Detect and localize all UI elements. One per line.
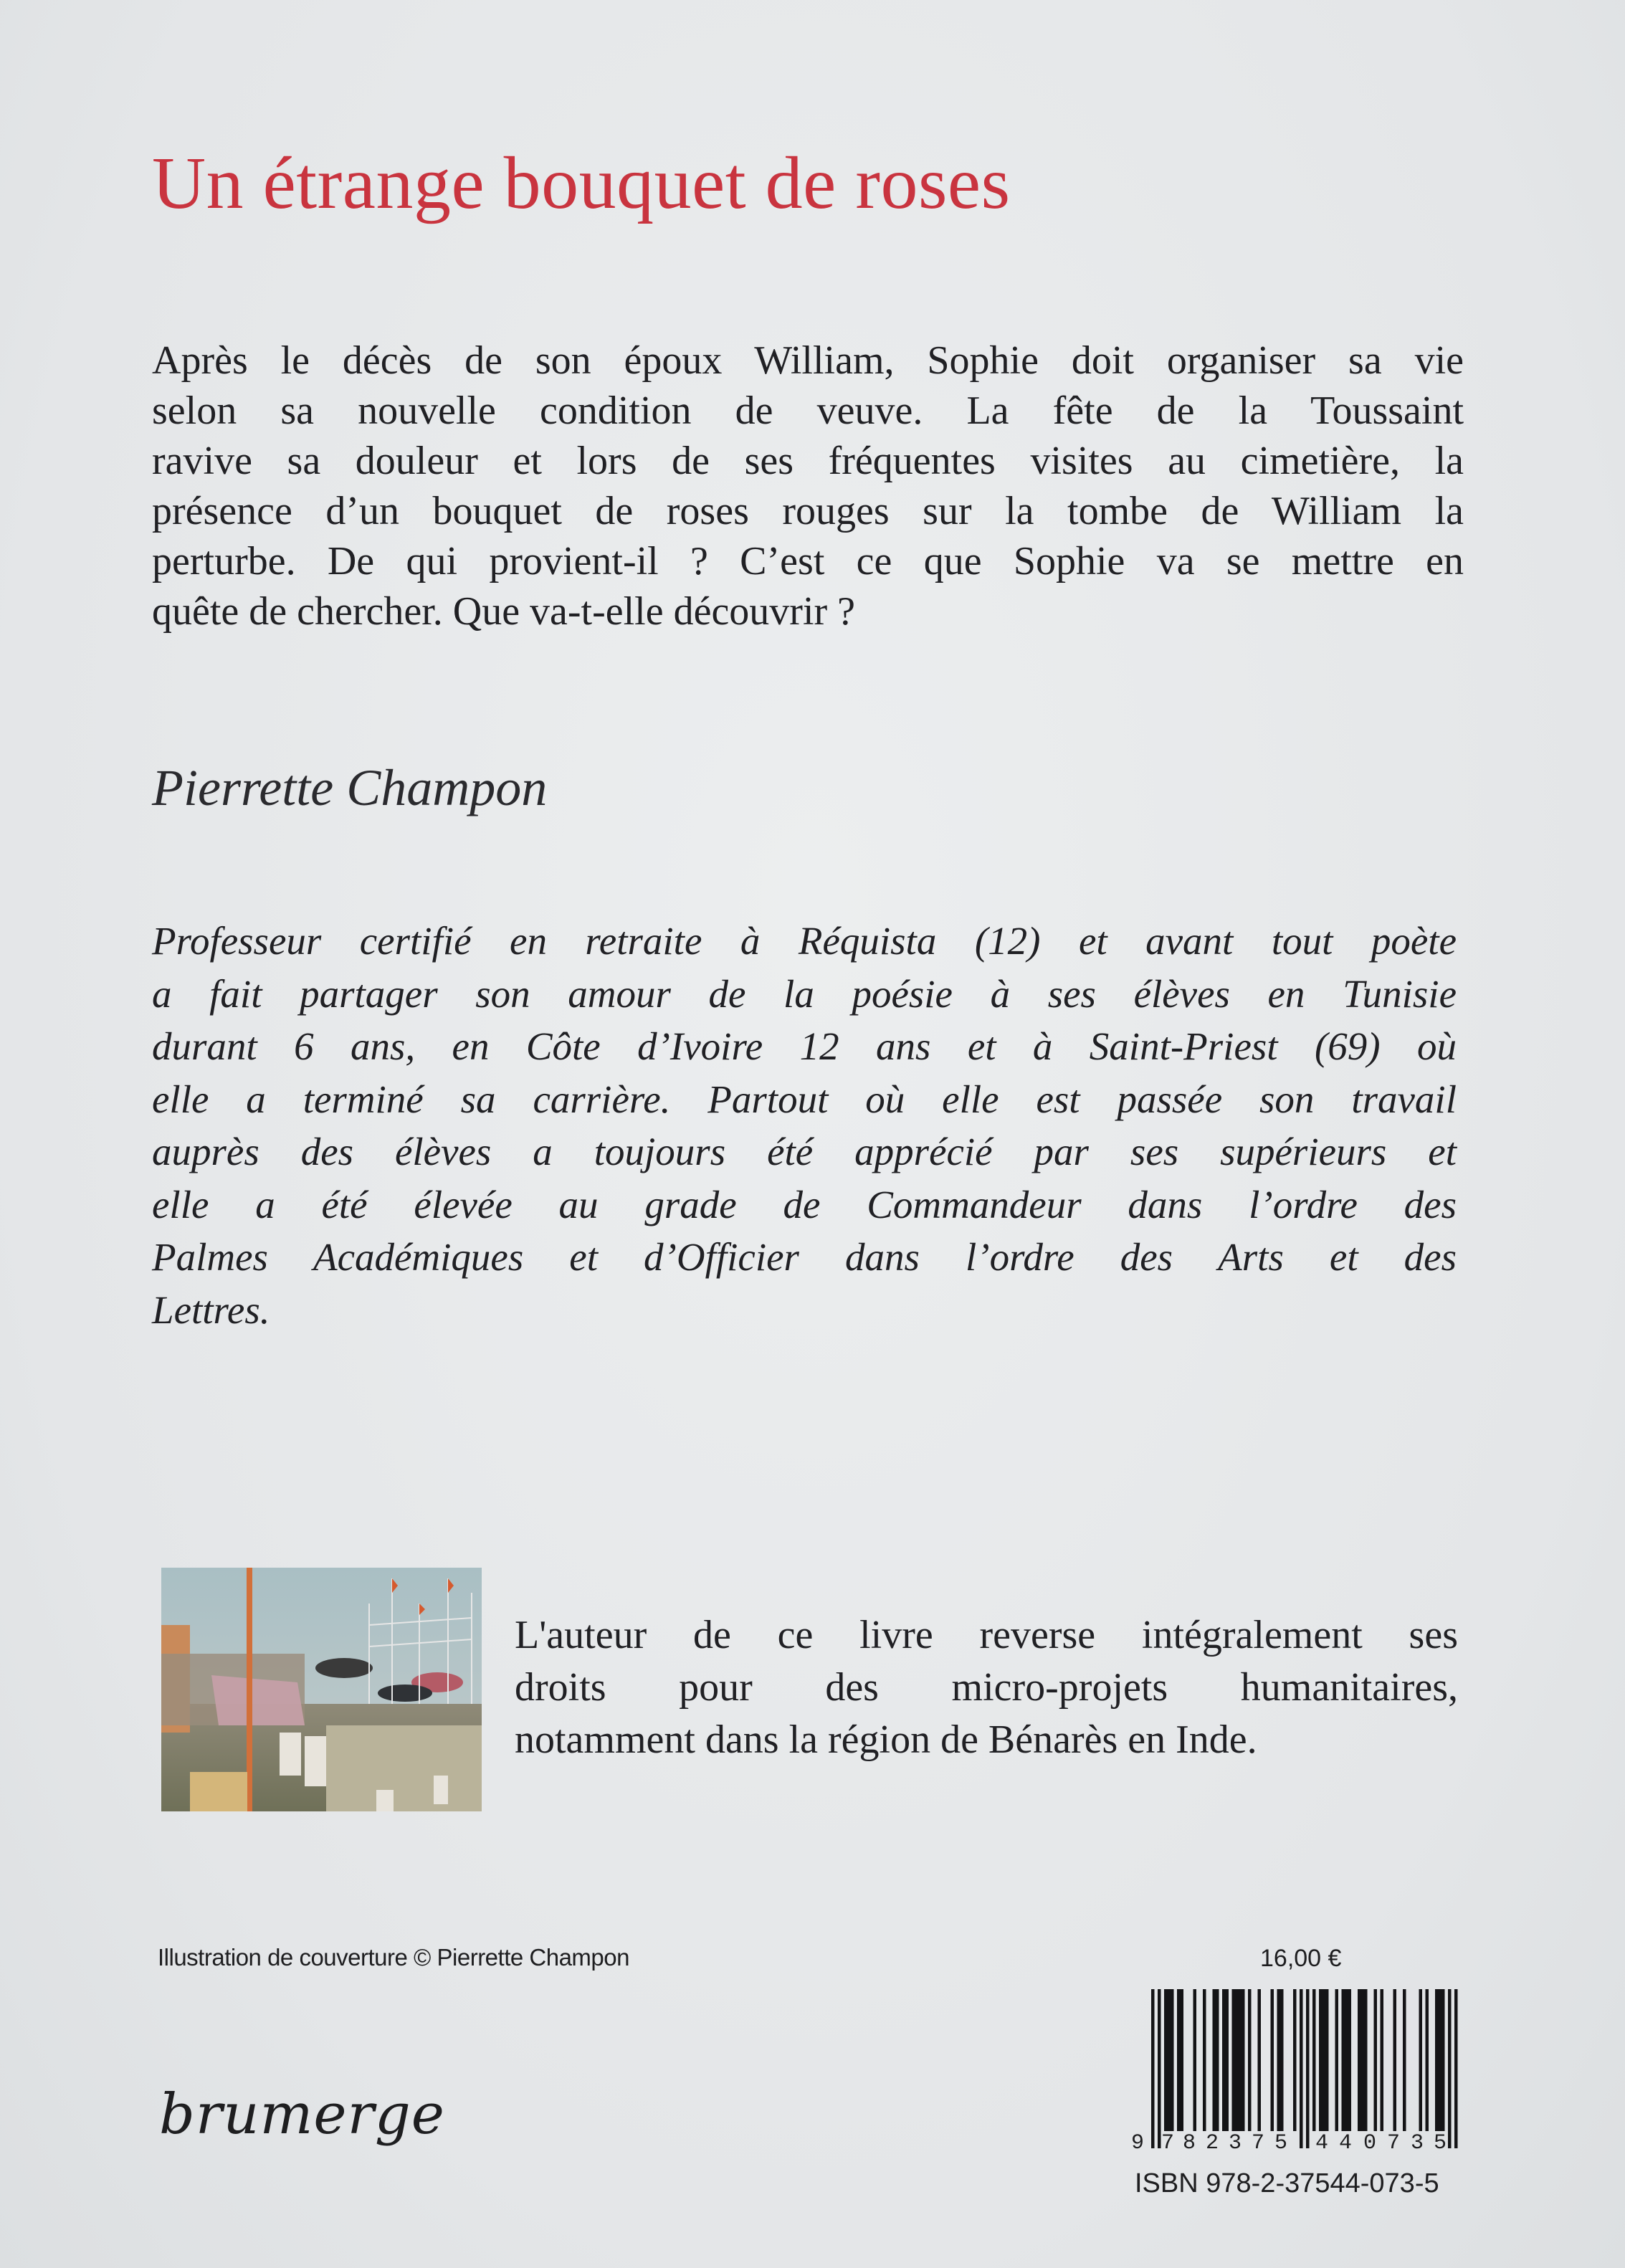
isbn: ISBN 978-2-37544-073-5	[1135, 2168, 1439, 2198]
barcode-lead-digit: 9	[1131, 2131, 1145, 2155]
barcode-bar	[1216, 1989, 1219, 2131]
synopsis-line: quête de chercher. Que va-t-elle découvrir ?	[152, 589, 856, 634]
barcode-bar	[1226, 1989, 1229, 2131]
barcode-bar	[1345, 1989, 1348, 2131]
synopsis-line: Après le décès de son époux William, Sophie doit organiser sa vie	[152, 338, 1464, 383]
barcode-guard-bar	[1300, 1989, 1303, 2148]
barcode-digit: 3	[1229, 2131, 1242, 2155]
charity-line: droits pour des micro-projets humanitaires,	[515, 1665, 1458, 1710]
barcode-bar	[1232, 1989, 1236, 2131]
bio-line: elle a terminé sa carrière. Partout où elle est passée son travail	[152, 1077, 1457, 1121]
barcode-bar	[1248, 1989, 1252, 2131]
barcode-bar	[1177, 1989, 1181, 2131]
barcode-digit: 5	[1274, 2131, 1288, 2155]
barcode-digit: 7	[1387, 2131, 1401, 2155]
barcode-bar	[1319, 1989, 1323, 2131]
barcode-bar	[1235, 1989, 1239, 2131]
barcode-bar	[1364, 1989, 1368, 2131]
barcode-bar	[1293, 1989, 1297, 2131]
barcode-digit: 0	[1363, 2131, 1377, 2155]
barcode-bar	[1441, 1989, 1445, 2131]
barcode-bar	[1323, 1989, 1326, 2131]
barcode-bar	[1164, 1989, 1168, 2131]
barcode-bar	[1239, 1989, 1242, 2131]
book-title: Un étrange bouquet de roses	[152, 142, 1011, 224]
barcode-digit: 3	[1411, 2131, 1424, 2155]
barcode-bar	[1426, 1989, 1429, 2131]
barcode-guard-bar	[1448, 1989, 1452, 2148]
bio-line: Professeur certifié en retraite à Réquista (12) et avant tout poète	[152, 919, 1457, 963]
benares-photo	[161, 1568, 482, 1811]
barcode-digit: 8	[1183, 2131, 1196, 2155]
barcode-digit: 7	[1161, 2131, 1175, 2155]
barcode-guard-bar	[1151, 1989, 1155, 2148]
barcode-guard-bar	[1158, 1989, 1161, 2148]
author-bio	[152, 915, 1457, 1336]
barcode-bar	[1342, 1989, 1345, 2131]
barcode-bar	[1271, 1989, 1274, 2131]
barcode-bar	[1435, 1989, 1439, 2131]
barcode-bar	[1277, 1989, 1281, 2131]
barcode-digit: 7	[1252, 2131, 1265, 2155]
barcode	[1133, 1989, 1477, 2176]
barcode-bar	[1374, 1989, 1378, 2131]
barcode-bar	[1403, 1989, 1406, 2131]
barcode-bar	[1419, 1989, 1423, 2131]
barcode-bar	[1358, 1989, 1361, 2131]
barcode-digit: 4	[1315, 2131, 1329, 2155]
bio-line: a fait partager son amour de la poésie à ses élèves en Tunisie	[152, 971, 1457, 1016]
barcode-bar	[1348, 1989, 1352, 2131]
synopsis-line: ravive sa douleur et lors de ses fréquentes visites au cimetière, la	[152, 439, 1464, 483]
barcode-bar	[1325, 1989, 1329, 2131]
barcode-bar	[1439, 1989, 1442, 2131]
bio-line: durant 6 ans, en Côte d’Ivoire 12 ans et à Saint-Priest (69) où	[152, 1024, 1457, 1068]
barcode-bar	[1335, 1989, 1339, 2131]
charity-note	[515, 1609, 1458, 1766]
barcode-bar	[1393, 1989, 1397, 2131]
synopsis-line: perturbe. De qui provient-il ? C’est ce que Sophie va se mettre en	[152, 539, 1464, 583]
bio-line: auprès des élèves a toujours été apprécié par ses supérieurs et	[152, 1130, 1457, 1173]
synopsis-line: selon sa nouvelle condition de veuve. La fête de la Toussaint	[152, 389, 1464, 433]
photo-image-icon	[161, 1568, 482, 1811]
illustration-credit: Illustration de couverture © Pierrette Champon	[158, 1944, 629, 1971]
barcode-digit: 4	[1339, 2131, 1353, 2155]
barcode-digits	[1133, 2131, 1477, 2160]
charity-line: notamment dans la région de Bénarès en Inde.	[515, 1717, 1257, 1762]
barcode-guard-bar	[1306, 1989, 1310, 2148]
barcode-bar	[1381, 1989, 1384, 2131]
synopsis-line: présence d’un bouquet de roses rouges sur la tombe de William la	[152, 489, 1464, 533]
barcode-bar	[1181, 1989, 1184, 2131]
barcode-bar	[1280, 1989, 1284, 2131]
barcode-bar	[1222, 1989, 1226, 2131]
charity-line: L'auteur de ce livre reverse intégralement ses	[515, 1613, 1458, 1657]
bio-line: Lettres.	[152, 1287, 270, 1332]
barcode-bar	[1213, 1989, 1216, 2131]
barcode-bar	[1312, 1989, 1316, 2131]
synopsis	[152, 335, 1464, 637]
barcode-bar	[1242, 1989, 1245, 2131]
barcode-guard-bar	[1454, 1989, 1458, 2148]
barcode-bar	[1193, 1989, 1197, 2131]
barcode-bar	[1258, 1989, 1262, 2131]
price: 16,00 €	[1260, 1945, 1342, 1972]
bio-line: elle a été élevée au grade de Commandeur dans l’ordre des	[152, 1182, 1457, 1226]
barcode-bar	[1361, 1989, 1365, 2131]
publisher-logo: brumerge	[159, 2082, 445, 2147]
barcode-bar	[1203, 1989, 1206, 2131]
barcode-digit: 5	[1434, 2131, 1447, 2155]
bio-line: Palmes Académiques et d’Officier dans l’ordre des Arts et des	[152, 1235, 1457, 1279]
barcode-bar	[1168, 1989, 1171, 2131]
barcode-digit: 2	[1206, 2131, 1219, 2155]
barcode-bar	[1171, 1989, 1174, 2131]
author-name: Pierrette Champon	[152, 759, 548, 816]
